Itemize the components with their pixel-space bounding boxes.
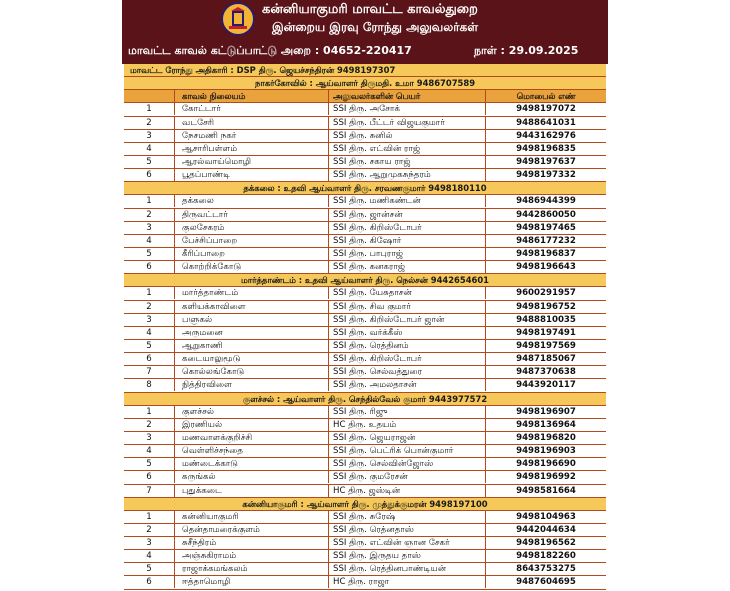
officer-name: SSI திரு. ரெத்தினபாண்டியன் — [329, 563, 486, 575]
serial-number: 3 — [124, 314, 175, 326]
station-name: ஆறுகாணி — [174, 340, 329, 352]
officer-name: SSI திரு. கனகராஜ் — [329, 261, 486, 273]
table-row — [124, 537, 606, 550]
roster-sheet — [122, 0, 608, 591]
table-row — [124, 511, 606, 524]
table-row — [124, 419, 606, 432]
table-row — [124, 287, 606, 300]
officer-name: SSI திரு. இருதய தாஸ் — [329, 550, 486, 562]
mobile-number: 9498136964 — [516, 419, 576, 430]
title-line-2: இன்றைய இரவு ரோந்து அலுவலர்கள் — [272, 20, 479, 34]
serial-number: 4 — [124, 143, 175, 155]
serial-number: 6 — [124, 353, 175, 365]
station-name: கோட்டார் — [174, 103, 329, 115]
station-name: ராஜாக்கமங்கலம் — [174, 563, 329, 575]
mobile-number: 9488810035 — [516, 314, 576, 325]
mobile-number: 9498197465 — [516, 222, 576, 233]
serial-number: 6 — [124, 169, 175, 181]
mobile-number: 9487604695 — [516, 577, 576, 588]
section-header: குளச்சல் : ஆய்வாளர் திரு. செந்தில்வேல் குமார் 9443977572 — [124, 393, 606, 406]
serial-number: 1 — [124, 195, 175, 207]
table-row — [124, 524, 606, 537]
table-row — [124, 301, 606, 314]
officer-name: HC திரு. ராஜா — [329, 576, 486, 588]
officer-name: SSI திரு. சுரேஷ் — [329, 511, 486, 523]
station-name: தக்கலை — [174, 195, 329, 207]
mobile-number: 9487185067 — [516, 354, 576, 365]
table-row — [124, 563, 606, 576]
station-name: குலசேகரம் — [174, 222, 329, 234]
table-row — [124, 550, 606, 563]
officer-name: SSI திரு. ரெத்தினம் — [329, 340, 486, 352]
officer-name: SSI திரு. மணிகண்டன் — [329, 195, 486, 207]
column-header-mobile: மொபைல் எண் — [516, 91, 576, 102]
officer-name: SSI திரு. செல்வத்துரை — [329, 366, 486, 378]
officer-name: SSI திரு. ரெத்னதாஸ் — [329, 524, 486, 536]
table-row — [124, 471, 606, 484]
officer-name: SSI திரு. கிஷோர் — [329, 235, 486, 247]
serial-number: 6 — [124, 471, 175, 483]
serial-number: 2 — [124, 301, 175, 313]
table-row — [124, 353, 606, 366]
table-row — [124, 222, 606, 235]
serial-number: 3 — [124, 130, 175, 142]
station-name: ஈத்தாமொழி — [174, 576, 329, 588]
officer-name: HC திரு. உதயம் — [329, 419, 486, 431]
mobile-number: 9498197569 — [516, 340, 576, 351]
serial-number: 8 — [124, 379, 175, 391]
station-name: கீரிப்பாறை — [174, 248, 329, 260]
mobile-number: 9442044634 — [516, 524, 576, 535]
serial-number: 2 — [124, 209, 175, 221]
mobile-number: 9498197332 — [516, 170, 576, 181]
serial-number: 6 — [124, 576, 175, 588]
mobile-number: 9498196752 — [516, 301, 576, 312]
mobile-number: 9498197072 — [516, 104, 576, 115]
station-name: புதுக்கடை — [174, 485, 329, 497]
officer-name: SSI திரு. வர்க்கீஸ் — [329, 327, 486, 339]
mobile-number: 9498196643 — [516, 262, 576, 273]
serial-number: 1 — [124, 511, 175, 523]
station-name: தென்தாமரைக்குளம் — [174, 524, 329, 536]
table-row — [124, 156, 606, 169]
station-name: களியக்காவிளை — [174, 301, 329, 313]
table-row — [124, 130, 606, 143]
officer-name: SSI திரு. கிறிஸ்டோபர் ஜான் — [329, 314, 486, 326]
column-header-serial — [124, 90, 175, 102]
officer-name: HC திரு. ஜஸ்டின் — [329, 485, 486, 497]
column-header-officer: அலுவலர்களின் பெயர் — [329, 90, 486, 102]
station-name: கருங்கல் — [174, 471, 329, 483]
column-header-row — [124, 90, 606, 103]
station-name: பேச்சிப்பாறை — [174, 235, 329, 247]
officer-name: SSI திரு. கிறிஸ்டோபர் — [329, 353, 486, 365]
mobile-number: 9486944399 — [516, 196, 576, 207]
station-name: அருமனை — [174, 327, 329, 339]
station-name: நித்திரவிளை — [174, 379, 329, 391]
station-name: ஆசாரிபள்ளம் — [174, 143, 329, 155]
officer-name: SSI திரு. சிவ குமார் — [329, 301, 486, 313]
officer-name: SSI திரு. எட்வின் ராஜ் — [329, 143, 486, 155]
table-row — [124, 314, 606, 327]
officer-name: SSI திரு. கிறிஸ்டோபர் — [329, 222, 486, 234]
serial-number: 3 — [124, 537, 175, 549]
officer-name: SSI திரு. சகாய ராஜ் — [329, 156, 486, 168]
table-row — [124, 576, 606, 589]
officer-name: SSI திரு. ஆறுமுகசுந்தரம் — [329, 169, 486, 181]
roster-table — [124, 64, 606, 590]
serial-number: 4 — [124, 327, 175, 339]
station-name: நேசமணி நகர் — [174, 130, 329, 142]
mobile-number: 9442860050 — [516, 209, 576, 220]
serial-number: 4 — [124, 445, 175, 457]
station-name: பூதப்பாண்டி — [174, 169, 329, 181]
station-name: கன்னியாகுமரி — [174, 511, 329, 523]
table-row — [124, 327, 606, 340]
station-name: கொற்றிக்கோடு — [174, 261, 329, 273]
serial-number: 2 — [124, 117, 175, 129]
serial-number: 7 — [124, 485, 175, 497]
officer-name: SSI திரு. அசோக் — [329, 103, 486, 115]
officer-name: SSI திரு. குமரேசன் — [329, 471, 486, 483]
section-header: கன்னியாகுமரி : ஆய்வாளர் திரு. முத்துக்குமரன் 9498197100 — [124, 498, 606, 511]
station-name: அஞ்சுகிராமம் — [174, 550, 329, 562]
table-row — [124, 195, 606, 208]
station-name: வடசேரி — [174, 117, 329, 129]
mobile-number: 9443920117 — [516, 380, 576, 391]
station-name: ஆரல்வாய்மொழி — [174, 156, 329, 168]
table-row — [124, 103, 606, 116]
table-row — [124, 169, 606, 182]
serial-number: 1 — [124, 287, 175, 299]
mobile-number: 9498197491 — [516, 327, 576, 338]
mobile-number: 9498196562 — [516, 538, 576, 549]
officer-name: SSI திரு. அமலதாசன் — [329, 379, 486, 391]
serial-number: 2 — [124, 419, 175, 431]
roster-date: நாள் : 29.09.2025 — [474, 44, 579, 57]
mobile-number: 9498196835 — [516, 143, 576, 154]
title-line-1: கன்னியாகுமரி மாவட்ட காவல்துறை — [262, 2, 478, 17]
serial-number: 4 — [124, 550, 175, 562]
serial-number: 7 — [124, 366, 175, 378]
mobile-number: 9498196992 — [516, 472, 576, 483]
station-name: இரணியல் — [174, 419, 329, 431]
mobile-number: 9498196820 — [516, 432, 576, 443]
officer-name: SSI திரு. செல்வின்ஜோஸ் — [329, 458, 486, 470]
mobile-number: 9498182260 — [516, 551, 576, 562]
serial-number: 1 — [124, 103, 175, 115]
station-name: கடையாலுமூடு — [174, 353, 329, 365]
station-name: மார்த்தாண்டம் — [174, 287, 329, 299]
mobile-number: 9498196903 — [516, 446, 576, 457]
table-row — [124, 209, 606, 222]
mobile-number: 9498197637 — [516, 156, 576, 167]
officer-name: SSI திரு. பெட்ரிக் பொன்குமார் — [329, 445, 486, 457]
station-name: குளச்சல் — [174, 406, 329, 418]
officer-name: SSI திரு. சுனில் — [329, 130, 486, 142]
mobile-number: 9498196907 — [516, 406, 576, 417]
table-row — [124, 458, 606, 471]
officer-name: SSI திரு. எட்வின் ஞான சேகர் — [329, 537, 486, 549]
serial-number: 3 — [124, 432, 175, 444]
mobile-number: 9443162976 — [516, 130, 576, 141]
column-header-station: காவல் நிலையம் — [174, 90, 329, 102]
table-row — [124, 379, 606, 392]
station-name: வெள்ளிச்சந்தை — [174, 445, 329, 457]
station-name: திருவட்டார் — [174, 209, 329, 221]
mobile-number: 9486177232 — [516, 235, 576, 246]
mobile-number: 9498196837 — [516, 248, 576, 259]
serial-number: 5 — [124, 156, 175, 168]
table-row — [124, 445, 606, 458]
mobile-number: 8643753275 — [516, 564, 576, 575]
serial-number: 5 — [124, 340, 175, 352]
table-row — [124, 248, 606, 261]
control-room-number: மாவட்ட காவல் கட்டுப்பாட்டு அறை : 04652-220417 — [128, 44, 412, 57]
table-row — [124, 117, 606, 130]
table-row — [124, 366, 606, 379]
station-name: மணவாளக்குறிச்சி — [174, 432, 329, 444]
table-row — [124, 485, 606, 498]
serial-number: 3 — [124, 222, 175, 234]
section-header: மார்த்தாண்டம் : உதவி ஆய்வாளர் திரு. நெல்சன் 9442654601 — [124, 274, 606, 287]
table-row — [124, 261, 606, 274]
serial-number: 2 — [124, 524, 175, 536]
station-name: மண்டைக்காடு — [174, 458, 329, 470]
station-name: பளுகல் — [174, 314, 329, 326]
table-row — [124, 235, 606, 248]
serial-number: 6 — [124, 261, 175, 273]
serial-number: 5 — [124, 458, 175, 470]
officer-name: SSI திரு. ரிஜு — [329, 406, 486, 418]
mobile-number: 9600291957 — [516, 288, 576, 299]
mobile-number: 9487370638 — [516, 367, 576, 378]
officer-name: SSI திரு. ஜான்சன் — [329, 209, 486, 221]
officer-name: SSI திரு. ஜெயராஜன் — [329, 432, 486, 444]
mobile-number: 9488641031 — [516, 117, 576, 128]
serial-number: 4 — [124, 235, 175, 247]
table-row — [124, 340, 606, 353]
district-officer-row: மாவட்ட ரோந்து அதிகாரி : DSP திரு. ஜெயச்சந்திரன் 9498197307 — [124, 64, 606, 77]
officer-name: SSI திரு. பீட்டர் விஜயகுமார் — [329, 117, 486, 129]
serial-number: 5 — [124, 563, 175, 575]
section-header: நாகர்கோவில் : ஆய்வாளர் திருமதி. உமா 9486707589 — [124, 77, 606, 90]
table-row — [124, 406, 606, 419]
station-name: சுசீந்திரம் — [174, 537, 329, 549]
table-row — [124, 143, 606, 156]
officer-name: SSI திரு. யேசுதாசன் — [329, 287, 486, 299]
serial-number: 5 — [124, 248, 175, 260]
header-banner — [122, 0, 608, 64]
mobile-number: 9498104963 — [516, 511, 576, 522]
police-emblem-icon — [221, 2, 255, 36]
table-row — [124, 432, 606, 445]
station-name: கொல்லங்கோடு — [174, 366, 329, 378]
serial-number: 1 — [124, 406, 175, 418]
mobile-number: 9498581664 — [516, 485, 576, 496]
mobile-number: 9498196690 — [516, 459, 576, 470]
section-header: தக்கலை : உதவி ஆய்வாளர் திரு. சரவணகுமார் 9498180110 — [124, 182, 606, 195]
officer-name: SSI திரு. பாபுராஜ் — [329, 248, 486, 260]
